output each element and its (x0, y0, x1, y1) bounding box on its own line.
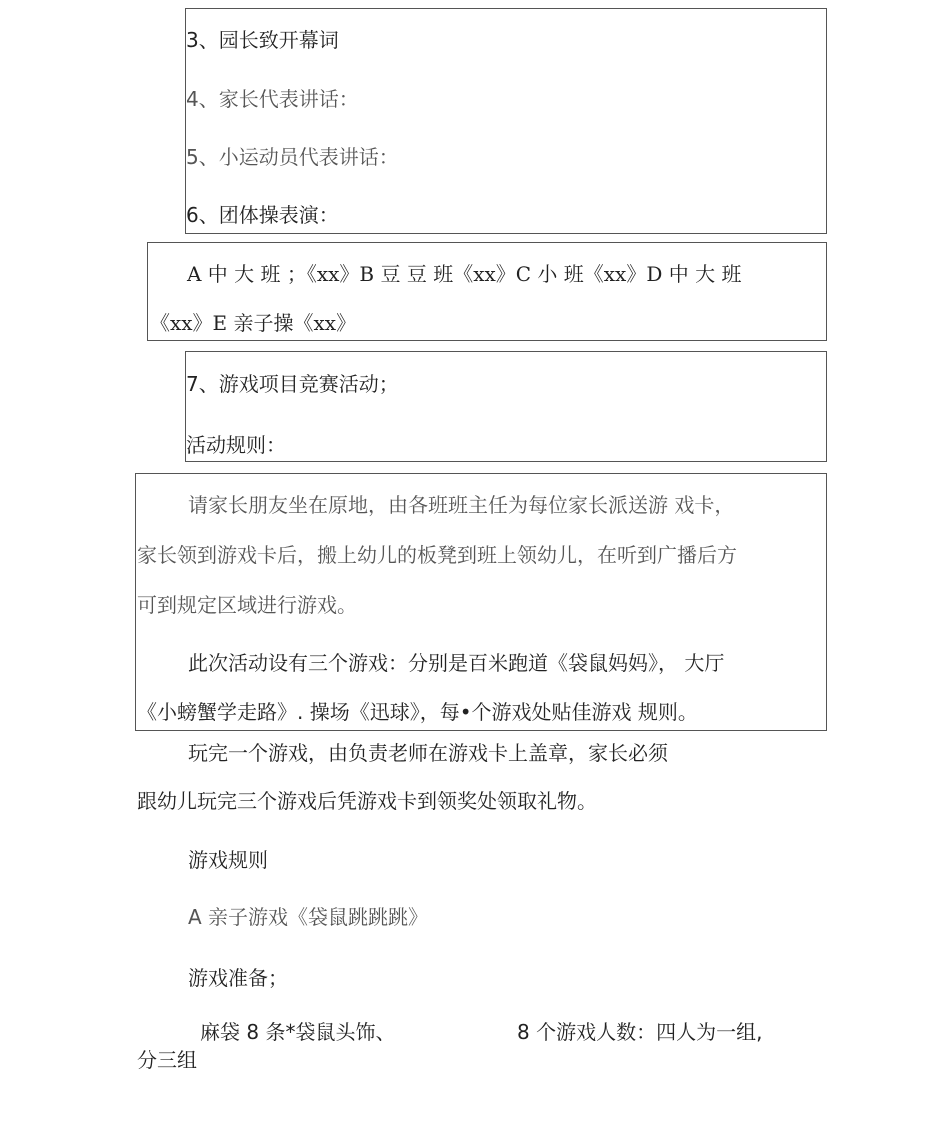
program-item-3: 3、园长致开幕词 (186, 28, 339, 52)
program-item-7: 7、游戏项目竞赛活动； (186, 372, 399, 396)
activity-rules-label: 活动规则： (186, 433, 286, 457)
paragraph-2-line-2: 《小螃蟹学走路》. 操场《迅球》，每•个游戏处贴佳游戏 规则。 (137, 700, 698, 724)
materials-text-b: 8 个游戏人数：四人为一组, (517, 1020, 763, 1044)
paragraph-2-line-1: 此次活动设有三个游戏：分别是百米跑道《袋鼠妈妈》， 大厅 (188, 651, 725, 675)
program-item-5: 5、小运动员代表讲话： (186, 145, 399, 169)
game-rules-title: 游戏规则 (188, 848, 268, 872)
program-item-6: 6、团体操表演： (186, 203, 339, 227)
materials-text-a: 麻袋 8 条*袋鼠头饰、 (200, 1020, 396, 1044)
paragraph-3-line-1: 玩完一个游戏，由负责老师在游戏卡上盖章，家长必须 (188, 741, 668, 765)
program-item-4: 4、家长代表讲话： (186, 87, 359, 111)
paragraph-1-line-3: 可到规定区域进行游戏。 (137, 593, 357, 617)
paragraph-3-line-2: 跟幼儿玩完三个游戏后凭游戏卡到领奖处领取礼物。 (137, 789, 597, 813)
groups-text: 分三组 (137, 1048, 197, 1072)
paragraph-1-line-2: 家长领到游戏卡后，搬上幼儿的板凳到班上领幼儿，在听到广播后方 (137, 543, 737, 567)
gymnastics-line-1: A 中 大 班 ；《xx》B 豆 豆 班《xx》C 小 班《xx》D 中 大 班 (187, 262, 742, 286)
paragraph-1-line-1: 请家长朋友坐在原地，由各班班主任为每位家长派送游 戏卡， (188, 493, 735, 517)
game-a-title: A 亲子游戏《袋鼠跳跳跳》 (188, 905, 429, 929)
game-preparation-label: 游戏准备； (188, 966, 288, 990)
gymnastics-line-2: 《xx》E 亲子操《xx》 (150, 311, 357, 335)
